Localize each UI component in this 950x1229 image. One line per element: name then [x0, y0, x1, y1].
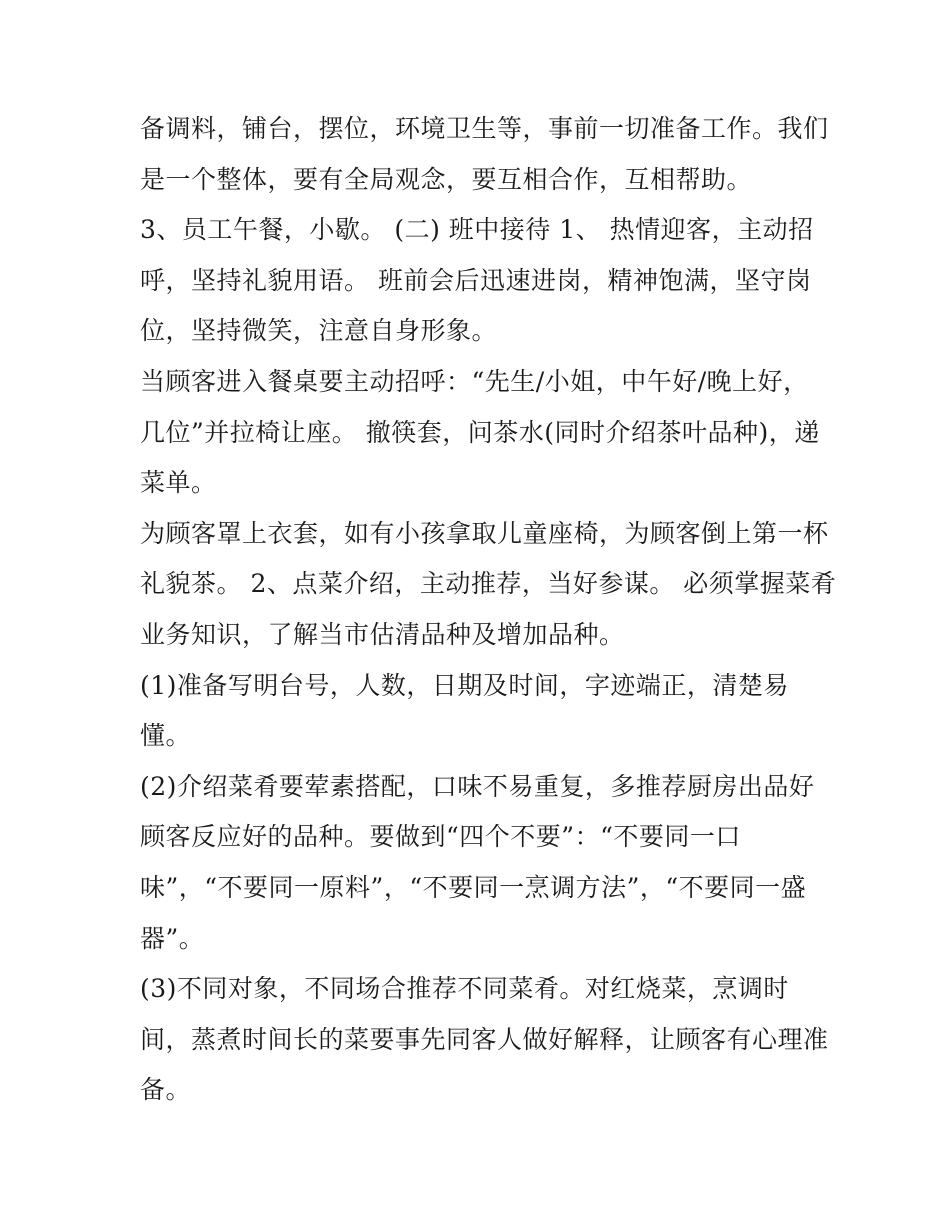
text-line-11: 业务知识，了解当市估清品种及增加品种。: [140, 619, 625, 649]
text-line-7: 几位”并拉椅让座。 撤筷套，问茶水(同时介绍茶叶品种)，递: [140, 417, 820, 447]
text-line-17: 器”。: [140, 923, 205, 953]
text-line-2: 是一个整体，要有全局观念，要互相合作，互相帮助。: [140, 164, 753, 194]
text-line-14: (2)介绍菜肴要荤素搭配，口味不易重复，多推荐厨房出品好: [140, 771, 815, 801]
text-line-10: 礼貌茶。 2、点菜介绍，主动推荐，当好参谋。 必须掌握菜肴: [140, 569, 837, 599]
text-line-13: 懂。: [140, 721, 192, 751]
text-line-20: 备。: [140, 1075, 192, 1105]
text-line-5: 位，坚持微笑，注意自身形象。: [140, 316, 498, 346]
body-text: [140, 104, 837, 1116]
text-line-4: 呼，坚持礼貌用语。 班前会后迅速进岗，精神饱满，坚守岗: [140, 265, 812, 295]
text-line-8: 菜单。: [140, 468, 217, 498]
text-line-18: (3)不同对象，不同场合推荐不同菜肴。对红烧菜，烹调时: [140, 974, 789, 1004]
text-line-1: 备调料，铺台，摆位，环境卫生等，事前一切准备工作。我们: [140, 114, 829, 143]
text-line-15: 顾客反应好的品种。要做到“四个不要”：“不要同一口: [140, 822, 741, 852]
text-line-6: 当顾客进入餐桌要主动招呼：“先生/小姐，中午好/晚上好，: [140, 366, 809, 396]
text-line-16: 味”，“不要同一原料”，“不要同一烹调方法”，“不要同一盛: [140, 872, 807, 902]
text-line-3: 3、员工午餐，小歇。 (二) 班中接待 1、 热情迎客，主动招: [140, 215, 814, 245]
text-line-12: (1)准备写明台号，人数，日期及时间，字迹端正，清楚易: [140, 670, 789, 700]
text-line-9: 为顾客罩上衣套，如有小孩拿取儿童座椅，为顾客倒上第一杯: [140, 518, 829, 548]
text-line-19: 间，蒸煮时间长的菜要事先同客人做好解释，让顾客有心理准: [140, 1024, 829, 1054]
